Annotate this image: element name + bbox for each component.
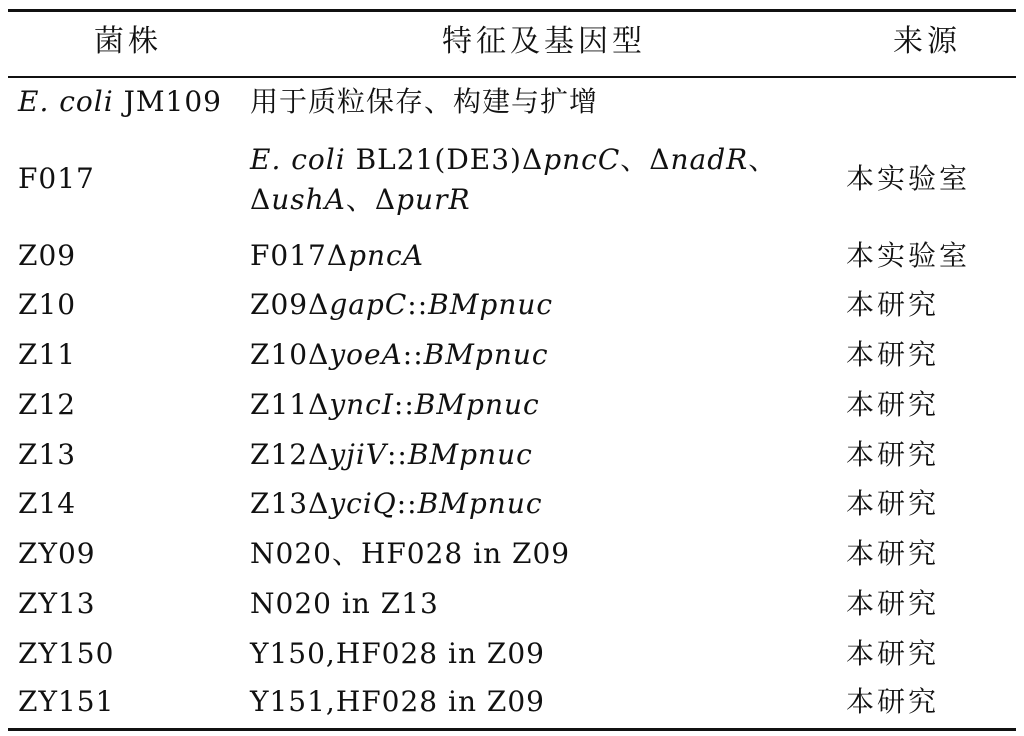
source-cell: 本研究 xyxy=(846,487,940,520)
source-cell: 本研究 xyxy=(846,537,940,570)
strain-cell: ZY150 xyxy=(18,637,115,670)
genotype-cell: Y150,HF028 in Z09 xyxy=(250,637,545,670)
source-cell: 本研究 xyxy=(846,288,940,321)
genotype-cell: E. coli BL21(DE3)ΔpncC、ΔnadR、 ΔushA、ΔpurR xyxy=(250,143,778,216)
header-strain: 菌株 xyxy=(94,24,162,59)
strain-cell: Z09 xyxy=(18,239,77,272)
source-cell: 本研究 xyxy=(846,637,940,670)
strain-cell: F017 xyxy=(18,162,95,195)
strain-cell: Z14 xyxy=(18,487,77,520)
strain-cell: ZY09 xyxy=(18,537,96,570)
genotype-cell: F017ΔpncA xyxy=(250,239,424,272)
strain-cell: Z12 xyxy=(18,388,77,421)
strain-cell: ZY151 xyxy=(18,685,115,718)
genotype-cell: N020、HF028 in Z09 xyxy=(250,537,571,570)
source-cell: 本实验室 xyxy=(846,239,971,272)
genotype-cell: Z13ΔyciQ::BMpnuc xyxy=(250,487,543,520)
header-source: 来源 xyxy=(893,24,961,59)
genotype-cell: 用于质粒保存、构建与扩增 xyxy=(250,85,599,118)
bottom-rule xyxy=(8,728,1016,731)
strain-cell: E. coli JM109 xyxy=(18,85,222,118)
source-cell: 本研究 xyxy=(846,587,940,620)
strain-cell: Z11 xyxy=(18,338,77,371)
header-genotype: 特征及基因型 xyxy=(442,24,646,59)
genotype-cell: Z10ΔyoeA::BMpnuc xyxy=(250,338,549,371)
strain-cell: Z13 xyxy=(18,438,77,471)
genotype-cell: Z11ΔyncI::BMpnuc xyxy=(250,388,540,421)
source-cell: 本研究 xyxy=(846,338,940,371)
genotype-cell: Z09ΔgapC::BMpnuc xyxy=(250,288,554,321)
top-rule xyxy=(8,9,1016,12)
genotype-cell: Z12ΔyjiV::BMpnuc xyxy=(250,438,533,471)
genotype-cell: N020 in Z13 xyxy=(250,587,439,620)
source-cell: 本研究 xyxy=(846,438,940,471)
genotype-cell: Y151,HF028 in Z09 xyxy=(250,685,545,718)
strain-cell: Z10 xyxy=(18,288,77,321)
source-cell: 本实验室 xyxy=(846,162,971,195)
header-rule xyxy=(8,76,1016,78)
source-cell: 本研究 xyxy=(846,685,940,718)
source-cell: 本研究 xyxy=(846,388,940,421)
strain-cell: ZY13 xyxy=(18,587,96,620)
